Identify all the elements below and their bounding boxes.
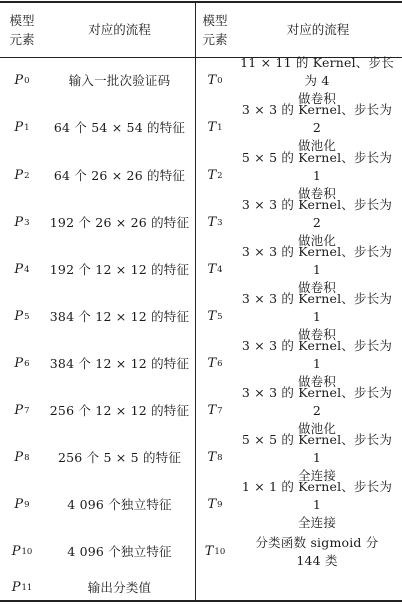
place-description: 192 个 26 × 26 的特征 — [49, 214, 190, 230]
place-code — [0, 293, 44, 340]
place-code-base: P — [14, 497, 24, 512]
transition-code-subscript: 9 — [217, 500, 223, 510]
transition-code-base: T — [207, 72, 217, 88]
place-code-subscript: 11 — [21, 582, 33, 593]
place-description: 64 个 54 × 54 的特征 — [53, 120, 186, 135]
transition-code-base: T — [207, 308, 217, 324]
transition-description: 1 × 1 的 Kernel、步长为 1 全连接 — [241, 479, 393, 530]
transition-code-subscript: 1 — [217, 123, 223, 133]
place-code-base: P — [14, 72, 24, 88]
transition-code — [196, 434, 234, 482]
transition-code-subscript: 6 — [217, 358, 223, 369]
table-bottom-rule — [0, 600, 402, 602]
place-code-base: P — [14, 308, 24, 324]
place-code-base: P — [14, 261, 24, 277]
place-description: 256 个 5 × 5 的特征 — [57, 450, 182, 465]
transition-code-base: T — [207, 214, 217, 230]
place-code — [0, 387, 44, 434]
header-right-code: 模型 元素 — [202, 12, 228, 47]
place-code-subscript: 2 — [24, 170, 30, 181]
place-code — [0, 575, 44, 600]
header-left-desc: 对应的流程 — [88, 21, 151, 37]
transition-description: 5 × 5 的 Kernel、步长为 1 全连接 — [241, 432, 393, 483]
place-description: 输出分类值 — [87, 579, 152, 595]
transition-code-base: T — [207, 261, 217, 277]
transition-code-subscript: 7 — [217, 405, 223, 416]
transition-description: 5 × 5 的 Kernel、步长为 1 做卷积 — [241, 149, 393, 201]
transition-code — [196, 387, 234, 434]
transition-description: 3 × 3 的 Kernel、步长为 1 做卷积 — [241, 290, 393, 342]
transition-code-subscript: 8 — [217, 453, 223, 463]
transition-code — [196, 293, 234, 340]
transition-code — [196, 57, 234, 104]
place-code-base: P — [14, 214, 24, 230]
transition-code-base: T — [207, 450, 217, 465]
place-code — [0, 434, 44, 482]
transition-code — [196, 575, 234, 600]
place-description: 192 个 12 × 12 的特征 — [49, 261, 190, 277]
place-code-base: P — [14, 120, 24, 135]
transition-code — [196, 104, 234, 152]
transition-code-base: T — [207, 167, 217, 183]
place-code-subscript: 6 — [24, 358, 30, 369]
transition-description: 3 × 3 的 Kernel、步长为 2 做池化 — [241, 102, 393, 153]
place-code-subscript: 3 — [24, 217, 30, 228]
transition-code-base: T — [207, 497, 217, 512]
transition-code — [196, 528, 234, 575]
transition-code — [196, 246, 234, 293]
place-code — [0, 104, 44, 152]
place-code — [0, 152, 44, 199]
transition-description: 3 × 3 的 Kernel、步长为 2 做池化 — [241, 196, 393, 248]
place-code-subscript: 4 — [24, 264, 30, 275]
place-description: 64 个 26 × 26 的特征 — [53, 167, 186, 183]
place-code-base: P — [14, 167, 24, 183]
transition-code-subscript: 0 — [217, 75, 223, 86]
place-code — [0, 482, 44, 528]
place-code — [0, 246, 44, 293]
transition-code-base: T — [207, 355, 217, 371]
place-code-base: P — [11, 579, 21, 595]
transition-code-subscript: 2 — [217, 170, 223, 181]
transition-description: 3 × 3 的 Kernel、步长为 1 做卷积 — [241, 243, 393, 295]
transition-code-subscript: 5 — [217, 311, 223, 322]
place-description: 384 个 12 × 12 的特征 — [49, 308, 190, 324]
place-code-subscript: 9 — [24, 500, 30, 510]
header-right-desc: 对应的流程 — [286, 21, 350, 37]
place-code-subscript: 1 — [24, 123, 30, 133]
transition-code-base: T — [207, 402, 217, 418]
transition-code-subscript: 10 — [214, 546, 226, 557]
place-code — [0, 57, 44, 104]
transition-description — [234, 575, 402, 600]
place-description: 256 个 12 × 12 的特征 — [49, 402, 190, 418]
header-left-code: 模型 元素 — [9, 12, 35, 47]
place-code-subscript: 10 — [21, 546, 33, 557]
place-code-subscript: 7 — [24, 405, 30, 416]
transition-code — [196, 199, 234, 246]
transition-code-base: T — [207, 120, 217, 135]
place-code-base: P — [14, 450, 24, 465]
place-description: 384 个 12 × 12 的特征 — [49, 355, 190, 371]
transition-code-subscript: 4 — [217, 264, 223, 275]
place-description: 4 096 个独立特征 — [67, 543, 172, 559]
transition-code — [196, 340, 234, 387]
place-code-base: P — [14, 355, 24, 371]
transition-description: 分类函数 sigmoid 分 144 类 — [255, 534, 379, 568]
place-description: 输入一批次验证码 — [68, 72, 171, 88]
transition-code-subscript: 3 — [217, 217, 223, 228]
place-code — [0, 528, 44, 575]
place-code — [0, 199, 44, 246]
place-code-subscript: 5 — [24, 311, 30, 322]
place-code-base: P — [14, 402, 24, 418]
transition-code — [196, 482, 234, 528]
transition-description: 3 × 3 的 Kernel、步长为 1 做卷积 — [241, 337, 393, 389]
place-code-subscript: 0 — [24, 75, 30, 86]
transition-description: 11 × 11 的 Kernel、步长为 4 做卷积 — [240, 54, 394, 106]
transition-code — [196, 152, 234, 199]
transition-description: 3 × 3 的 Kernel、步长为 2 做池化 — [241, 384, 393, 436]
place-description: 4 096 个独立特征 — [67, 497, 172, 512]
transition-code-base: T — [204, 543, 214, 559]
place-code — [0, 340, 44, 387]
place-code-subscript: 8 — [24, 453, 30, 463]
place-code-base: P — [11, 543, 21, 559]
